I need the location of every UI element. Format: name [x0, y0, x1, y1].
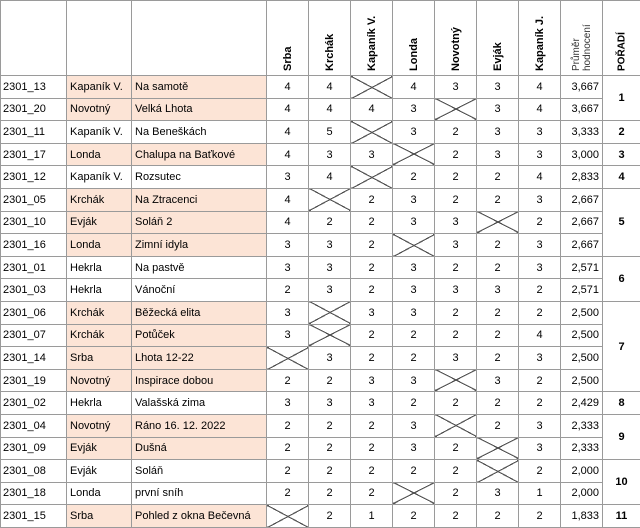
excluded-score-cell [477, 460, 519, 483]
table-row [1, 301, 640, 324]
photo-title: Pohled z okna Bečevná [132, 505, 267, 528]
photo-title: Na Ztracenci [132, 188, 267, 211]
score-cell: 2 [519, 369, 561, 392]
photo-code: 2301_12 [1, 166, 67, 189]
table-row [1, 143, 640, 166]
score-cell: 3 [393, 437, 435, 460]
excluded-score-cell [435, 414, 477, 437]
score-cell: 2 [267, 279, 309, 302]
score-cell: 2 [351, 211, 393, 234]
score-cell: 2 [351, 256, 393, 279]
score-cell: 3 [309, 234, 351, 257]
table-row [1, 505, 640, 528]
photo-title: Na pastvě [132, 256, 267, 279]
photo-code: 2301_16 [1, 234, 67, 257]
rank-cell: 10 [603, 460, 640, 505]
score-cell: 4 [519, 76, 561, 99]
header-judge-srba: Srba [267, 1, 309, 76]
score-cell: 4 [267, 121, 309, 144]
score-cell: 2 [519, 301, 561, 324]
score-cell: 2 [477, 256, 519, 279]
photo-title: Běžecká elita [132, 301, 267, 324]
score-cell: 4 [393, 76, 435, 99]
header-blank-title [132, 1, 267, 76]
header-rank: POŘADÍ [603, 1, 640, 76]
score-cell: 3 [351, 301, 393, 324]
score-cell: 3 [309, 279, 351, 302]
score-cell: 3 [519, 143, 561, 166]
score-cell: 2 [351, 414, 393, 437]
excluded-score-cell [393, 143, 435, 166]
rank-cell: 8 [603, 392, 640, 415]
rank-cell: 7 [603, 301, 640, 391]
excluded-score-cell [477, 437, 519, 460]
score-cell: 2 [393, 392, 435, 415]
rank-cell: 4 [603, 166, 640, 189]
average-score: 2,667 [561, 188, 603, 211]
photo-code: 2301_15 [1, 505, 67, 528]
score-cell: 2 [351, 188, 393, 211]
score-cell: 3 [435, 211, 477, 234]
score-cell: 2 [477, 414, 519, 437]
header-judge-kapanik-j: Kapaník J. [519, 1, 561, 76]
header-judge-krchak: Krchák [309, 1, 351, 76]
score-cell: 3 [393, 98, 435, 121]
score-cell: 4 [267, 211, 309, 234]
rank-cell: 2 [603, 121, 640, 144]
excluded-score-cell [435, 98, 477, 121]
score-cell: 2 [351, 279, 393, 302]
rank-cell: 9 [603, 414, 640, 459]
photo-title: Soláň [132, 460, 267, 483]
table-row [1, 414, 640, 437]
score-cell: 3 [393, 188, 435, 211]
score-cell: 2 [309, 482, 351, 505]
score-cell: 2 [435, 166, 477, 189]
score-cell: 3 [435, 76, 477, 99]
score-cell: 2 [351, 324, 393, 347]
photo-code: 2301_20 [1, 98, 67, 121]
score-cell: 2 [393, 460, 435, 483]
score-cell: 3 [267, 234, 309, 257]
score-cell: 4 [309, 98, 351, 121]
table-row [1, 460, 640, 483]
photo-code: 2301_01 [1, 256, 67, 279]
score-cell: 4 [519, 324, 561, 347]
score-cell: 4 [309, 76, 351, 99]
score-cell: 2 [477, 324, 519, 347]
table-row [1, 437, 640, 460]
photo-code: 2301_02 [1, 392, 67, 415]
score-cell: 2 [393, 324, 435, 347]
score-cell: 2 [351, 460, 393, 483]
table-row [1, 98, 640, 121]
score-cell: 2 [435, 324, 477, 347]
table-row [1, 482, 640, 505]
score-cell: 3 [267, 256, 309, 279]
table-row [1, 234, 640, 257]
score-cell: 2 [435, 482, 477, 505]
author-name: Hekrla [67, 279, 132, 302]
table-row [1, 188, 640, 211]
header-judge-kapanik-v: Kapaník V. [351, 1, 393, 76]
score-cell: 2 [435, 392, 477, 415]
score-cell: 4 [519, 166, 561, 189]
score-cell: 2 [519, 505, 561, 528]
photo-code: 2301_04 [1, 414, 67, 437]
author-name: Evják [67, 460, 132, 483]
score-cell: 3 [519, 414, 561, 437]
average-score: 1,833 [561, 505, 603, 528]
score-cell: 4 [309, 166, 351, 189]
average-score: 2,000 [561, 460, 603, 483]
table-row [1, 256, 640, 279]
table-row [1, 279, 640, 302]
score-cell: 2 [477, 234, 519, 257]
rank-cell: 11 [603, 505, 640, 528]
score-cell: 2 [309, 505, 351, 528]
author-name: Hekrla [67, 256, 132, 279]
average-score: 2,667 [561, 234, 603, 257]
table-row [1, 166, 640, 189]
excluded-score-cell [309, 324, 351, 347]
score-cell: 3 [435, 234, 477, 257]
average-score: 3,333 [561, 121, 603, 144]
excluded-score-cell [435, 369, 477, 392]
header-judge-novotny: Novotný [435, 1, 477, 76]
score-cell: 3 [351, 143, 393, 166]
score-cell: 3 [309, 256, 351, 279]
table-row [1, 211, 640, 234]
photo-code: 2301_18 [1, 482, 67, 505]
score-cell: 2 [435, 505, 477, 528]
author-name: Evják [67, 437, 132, 460]
score-cell: 3 [309, 347, 351, 370]
score-cell: 2 [267, 460, 309, 483]
rank-cell: 6 [603, 256, 640, 301]
score-cell: 3 [519, 347, 561, 370]
score-cell: 2 [477, 392, 519, 415]
header-average: Průměr hodnocení [561, 1, 603, 76]
score-cell: 3 [393, 279, 435, 302]
photo-title: Potůček [132, 324, 267, 347]
score-cell: 2 [477, 166, 519, 189]
rank-cell: 1 [603, 76, 640, 121]
excluded-score-cell [393, 482, 435, 505]
photo-title: Zimní idyla [132, 234, 267, 257]
photo-code: 2301_13 [1, 76, 67, 99]
author-name: Krchák [67, 188, 132, 211]
author-name: Kapaník V. [67, 166, 132, 189]
author-name: Srba [67, 347, 132, 370]
score-cell: 3 [309, 143, 351, 166]
score-cell: 1 [519, 482, 561, 505]
excluded-score-cell [351, 76, 393, 99]
excluded-score-cell [393, 234, 435, 257]
score-cell: 2 [309, 460, 351, 483]
average-score: 2,500 [561, 324, 603, 347]
author-name: Kapaník V. [67, 121, 132, 144]
table-row [1, 76, 640, 99]
photo-title: první sníh [132, 482, 267, 505]
photo-code: 2301_06 [1, 301, 67, 324]
photo-title: Inspirace dobou [132, 369, 267, 392]
score-cell: 2 [393, 505, 435, 528]
score-cell: 2 [477, 301, 519, 324]
score-cell: 2 [309, 414, 351, 437]
score-cell: 3 [477, 76, 519, 99]
score-cell: 3 [393, 121, 435, 144]
header-blank-code [1, 1, 67, 76]
photo-title: Ráno 16. 12. 2022 [132, 414, 267, 437]
score-cell: 3 [477, 279, 519, 302]
score-cell: 5 [309, 121, 351, 144]
photo-title: Valašská zima [132, 392, 267, 415]
score-cell: 2 [267, 369, 309, 392]
score-cell: 4 [519, 98, 561, 121]
score-cell: 2 [267, 414, 309, 437]
average-score: 2,500 [561, 369, 603, 392]
average-score: 2,571 [561, 256, 603, 279]
excluded-score-cell [351, 166, 393, 189]
score-cell: 3 [477, 369, 519, 392]
score-cell: 2 [435, 143, 477, 166]
table-row [1, 121, 640, 144]
score-cell: 2 [477, 505, 519, 528]
header-judge-evjak: Evják [477, 1, 519, 76]
photo-code: 2301_09 [1, 437, 67, 460]
average-score: 2,333 [561, 414, 603, 437]
score-cell: 2 [519, 460, 561, 483]
photo-title: Soláň 2 [132, 211, 267, 234]
photo-code: 2301_19 [1, 369, 67, 392]
score-cell: 3 [393, 211, 435, 234]
table-row [1, 369, 640, 392]
score-cell: 3 [393, 256, 435, 279]
score-cell: 2 [435, 256, 477, 279]
score-cell: 3 [519, 188, 561, 211]
score-cell: 2 [435, 460, 477, 483]
photo-code: 2301_07 [1, 324, 67, 347]
score-cell: 2 [351, 347, 393, 370]
header-row [1, 1, 640, 76]
score-cell: 2 [435, 121, 477, 144]
score-cell: 3 [393, 301, 435, 324]
photo-title: Na samotě [132, 76, 267, 99]
score-cell: 2 [519, 211, 561, 234]
score-cell: 2 [519, 279, 561, 302]
score-cell: 3 [351, 369, 393, 392]
author-name: Novotný [67, 98, 132, 121]
photo-title: Chalupa na Baťkové [132, 143, 267, 166]
score-cell: 3 [477, 121, 519, 144]
excluded-score-cell [267, 505, 309, 528]
score-cell: 2 [309, 211, 351, 234]
score-cell: 1 [351, 505, 393, 528]
average-score: 2,333 [561, 437, 603, 460]
table-row [1, 392, 640, 415]
score-cell: 3 [519, 234, 561, 257]
score-cell: 3 [267, 392, 309, 415]
score-cell: 3 [519, 437, 561, 460]
score-cell: 2 [393, 166, 435, 189]
score-cell: 2 [351, 234, 393, 257]
score-cell: 3 [351, 392, 393, 415]
score-cell: 2 [435, 188, 477, 211]
score-cell: 3 [393, 414, 435, 437]
score-cell: 3 [477, 98, 519, 121]
rank-cell: 5 [603, 188, 640, 256]
excluded-score-cell [309, 301, 351, 324]
score-cell: 3 [435, 279, 477, 302]
photo-title: Velká Lhota [132, 98, 267, 121]
author-name: Evják [67, 211, 132, 234]
score-cell: 2 [477, 347, 519, 370]
score-cell: 4 [267, 76, 309, 99]
author-name: Novotný [67, 369, 132, 392]
author-name: Kapaník V. [67, 76, 132, 99]
score-cell: 2 [309, 437, 351, 460]
score-cell: 4 [351, 98, 393, 121]
photo-title: Vánoční [132, 279, 267, 302]
table-body [1, 76, 640, 528]
header-blank-author [67, 1, 132, 76]
score-cell: 4 [267, 98, 309, 121]
average-score: 2,500 [561, 347, 603, 370]
average-score: 2,667 [561, 211, 603, 234]
score-cell: 2 [351, 437, 393, 460]
average-score: 2,000 [561, 482, 603, 505]
score-cell: 3 [477, 143, 519, 166]
excluded-score-cell [351, 121, 393, 144]
photo-code: 2301_10 [1, 211, 67, 234]
photo-title: Dušná [132, 437, 267, 460]
score-cell: 2 [351, 482, 393, 505]
photo-title: Na Beneškách [132, 121, 267, 144]
author-name: Londa [67, 482, 132, 505]
score-cell: 3 [477, 482, 519, 505]
score-cell: 2 [435, 437, 477, 460]
score-cell: 3 [519, 121, 561, 144]
score-cell: 2 [267, 482, 309, 505]
score-cell: 2 [309, 369, 351, 392]
score-cell: 2 [393, 347, 435, 370]
table-row [1, 324, 640, 347]
average-score: 2,429 [561, 392, 603, 415]
excluded-score-cell [267, 347, 309, 370]
author-name: Krchák [67, 324, 132, 347]
table-row [1, 347, 640, 370]
score-cell: 3 [435, 347, 477, 370]
author-name: Srba [67, 505, 132, 528]
score-cell: 3 [393, 369, 435, 392]
author-name: Novotný [67, 414, 132, 437]
photo-code: 2301_08 [1, 460, 67, 483]
excluded-score-cell [477, 211, 519, 234]
author-name: Londa [67, 234, 132, 257]
average-score: 3,667 [561, 98, 603, 121]
photo-title: Rozsutec [132, 166, 267, 189]
average-score: 3,667 [561, 76, 603, 99]
rank-cell: 3 [603, 143, 640, 166]
score-cell: 4 [267, 143, 309, 166]
average-score: 2,571 [561, 279, 603, 302]
photo-title: Lhota 12-22 [132, 347, 267, 370]
average-score: 2,500 [561, 301, 603, 324]
score-cell: 3 [267, 324, 309, 347]
score-cell: 3 [267, 301, 309, 324]
photo-code: 2301_03 [1, 279, 67, 302]
photo-code: 2301_05 [1, 188, 67, 211]
score-cell: 3 [519, 256, 561, 279]
author-name: Krchák [67, 301, 132, 324]
score-cell: 4 [267, 188, 309, 211]
score-cell: 3 [309, 392, 351, 415]
author-name: Hekrla [67, 392, 132, 415]
excluded-score-cell [309, 188, 351, 211]
header-judge-londa: Londa [393, 1, 435, 76]
average-score: 3,000 [561, 143, 603, 166]
author-name: Londa [67, 143, 132, 166]
photo-code: 2301_17 [1, 143, 67, 166]
photo-code: 2301_14 [1, 347, 67, 370]
average-score: 2,833 [561, 166, 603, 189]
score-cell: 2 [519, 392, 561, 415]
photo-code: 2301_11 [1, 121, 67, 144]
score-cell: 2 [435, 301, 477, 324]
score-cell: 3 [267, 166, 309, 189]
score-cell: 2 [267, 437, 309, 460]
score-cell: 2 [477, 188, 519, 211]
